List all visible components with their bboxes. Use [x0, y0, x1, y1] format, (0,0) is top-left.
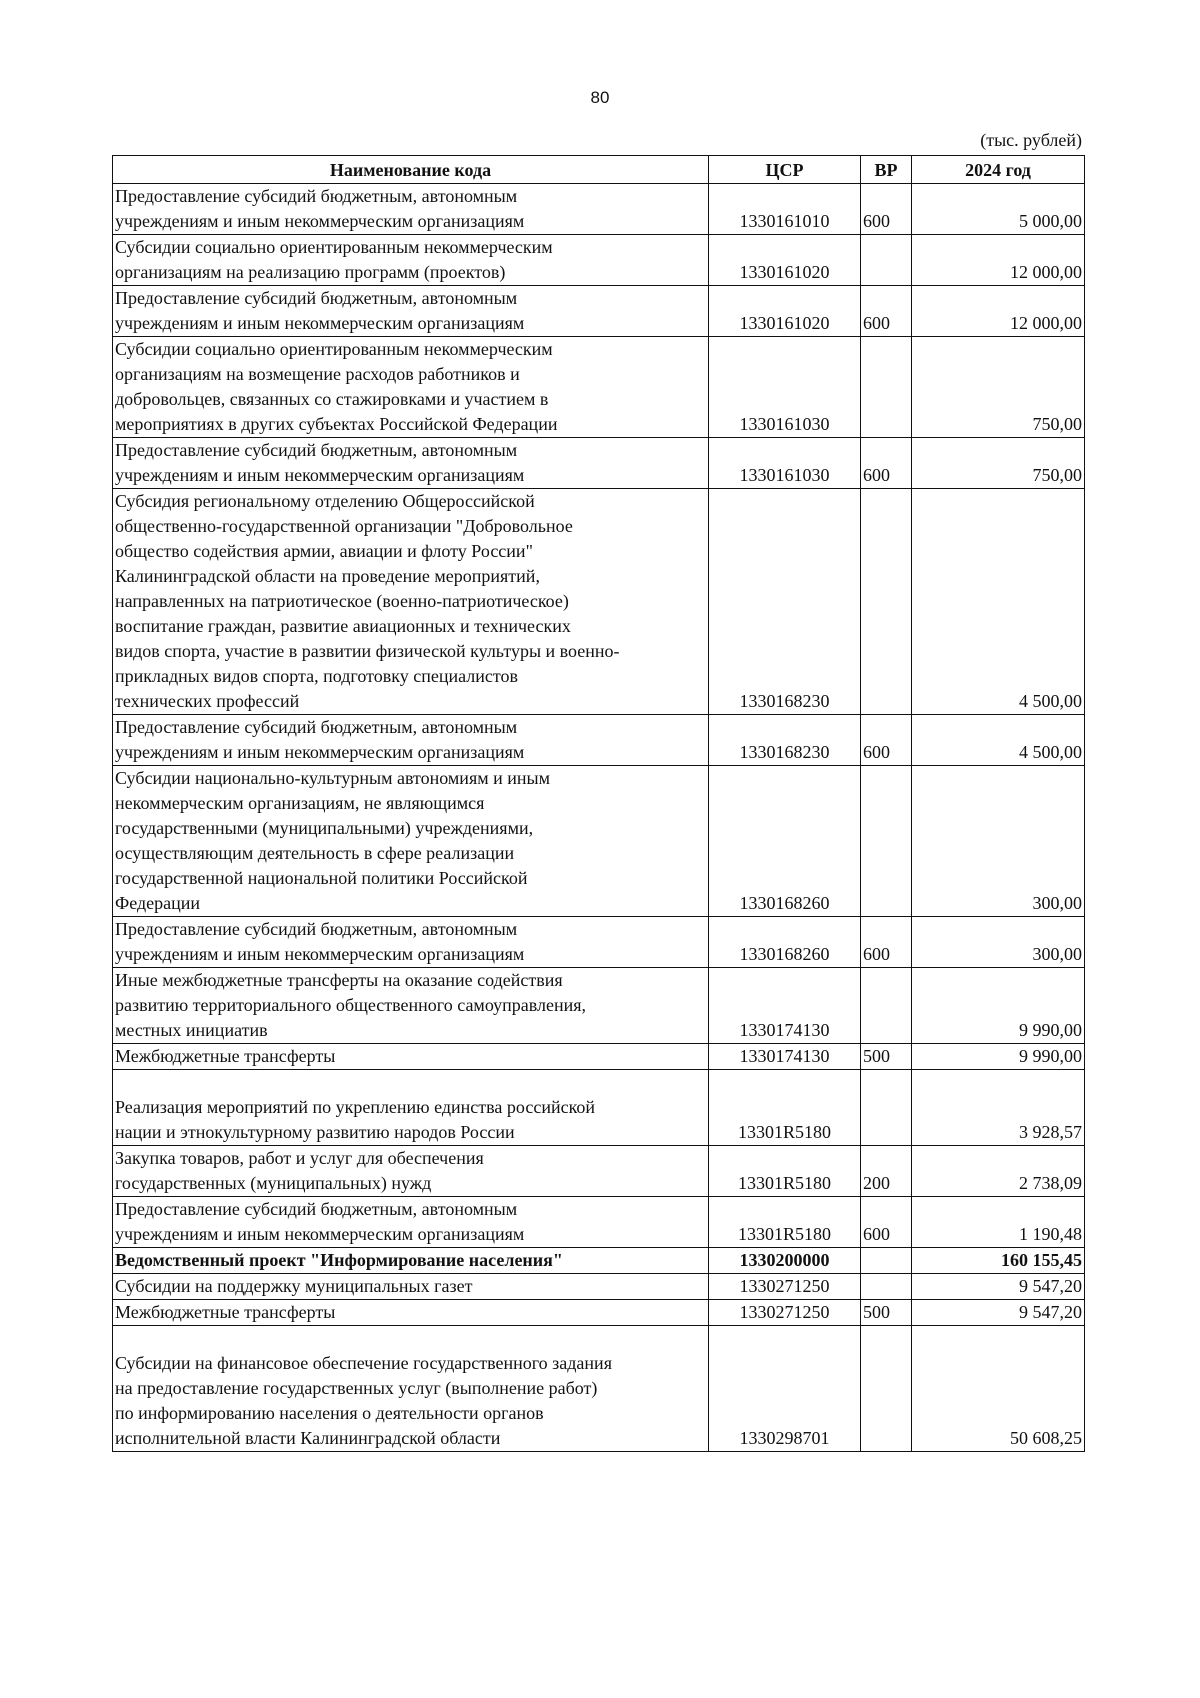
row-csr: 13301R5180 [709, 1070, 861, 1146]
row-sum: 4 500,00 [912, 489, 1085, 715]
row-vr [861, 1274, 912, 1300]
row-sum: 50 608,25 [912, 1326, 1085, 1452]
row-sum: 750,00 [912, 438, 1085, 489]
table-row [113, 235, 1085, 286]
table-row [113, 1248, 1085, 1274]
header-name: Наименование кода [113, 156, 709, 184]
row-name: Субсидии социально ориентированным некоммерческим организациям на возмещение расходов работников и добровольцев, связанных со стажировками и участием в мероприятиях в других субъектах Российской Федерации [113, 337, 709, 438]
table-row [113, 184, 1085, 235]
header-vr: ВР [861, 156, 912, 184]
row-name: Субсидии социально ориентированным некоммерческим организациям на реализацию программ (проектов) [113, 235, 709, 286]
row-csr: 1330161010 [709, 184, 861, 235]
row-vr [861, 1248, 912, 1274]
table-row [113, 1197, 1085, 1248]
row-name: Межбюджетные трансферты [113, 1300, 709, 1326]
row-csr: 1330168230 [709, 489, 861, 715]
row-sum: 300,00 [912, 917, 1085, 968]
table-row [113, 766, 1085, 917]
row-sum: 750,00 [912, 337, 1085, 438]
table-row [113, 917, 1085, 968]
header-year: 2024 год [912, 156, 1085, 184]
row-name: Субсидии национально-культурным автономиям и иным некоммерческим организациям, не являющимся государственными (муниципальными) учреждениями, осуществляющим деятельность в сфере реализации государственной национальной политики Российской Федерации [113, 766, 709, 917]
table-row [113, 1044, 1085, 1070]
row-vr: 600 [861, 438, 912, 489]
row-sum: 9 547,20 [912, 1274, 1085, 1300]
row-vr [861, 1070, 912, 1146]
row-vr [861, 489, 912, 715]
row-name: Закупка товаров, работ и услуг для обеспечения государственных (муниципальных) нужд [113, 1146, 709, 1197]
row-name: Субсидия региональному отделению Общероссийской общественно-государственной организации "Добровольное общество содействия армии, авиации и флоту России" Калининградской области на проведение мероприятий, направленных на патриотическое (военно-патриотическое) воспитание граждан, развитие авиационных и технических видов спорта, участие в развитии физической культуры и военно- прикладных видов спорта, подготовку специалистов технических профессий [113, 489, 709, 715]
page-number: 80 [590, 88, 610, 107]
row-name: Субсидии на финансовое обеспечение государственного задания на предоставление государственных услуг (выполнение работ) по информированию населения о деятельности органов исполнительной власти Калининградской области [113, 1326, 709, 1452]
row-name: Предоставление субсидий бюджетным, автономным учреждениям и иным некоммерческим организациям [113, 286, 709, 337]
row-vr [861, 1326, 912, 1452]
row-name: Межбюджетные трансферты [113, 1044, 709, 1070]
row-vr [861, 337, 912, 438]
row-csr: 1330161020 [709, 286, 861, 337]
units-label: (тыс. рублей) [980, 130, 1082, 150]
row-csr: 1330161020 [709, 235, 861, 286]
row-vr: 600 [861, 184, 912, 235]
row-name: Предоставление субсидий бюджетным, автономным учреждениям и иным некоммерческим организациям [113, 917, 709, 968]
row-csr: 1330298701 [709, 1326, 861, 1452]
row-vr: 200 [861, 1146, 912, 1197]
table-row [113, 1070, 1085, 1146]
row-sum: 3 928,57 [912, 1070, 1085, 1146]
row-sum: 5 000,00 [912, 184, 1085, 235]
row-vr: 600 [861, 1197, 912, 1248]
table-row [113, 438, 1085, 489]
row-vr: 500 [861, 1044, 912, 1070]
row-csr: 1330271250 [709, 1274, 861, 1300]
table-row [113, 286, 1085, 337]
table-row [113, 1274, 1085, 1300]
row-sum: 9 547,20 [912, 1300, 1085, 1326]
row-vr [861, 235, 912, 286]
row-csr: 1330174130 [709, 968, 861, 1044]
budget-table [112, 155, 1085, 1452]
table-row [113, 489, 1085, 715]
table-row [113, 1326, 1085, 1452]
row-vr: 600 [861, 286, 912, 337]
row-name: Иные межбюджетные трансферты на оказание содействия развитию территориального общественного самоуправления, местных инициатив [113, 968, 709, 1044]
table-row [113, 1300, 1085, 1326]
row-vr [861, 766, 912, 917]
table-row [113, 968, 1085, 1044]
row-vr [861, 968, 912, 1044]
row-csr: 1330168230 [709, 715, 861, 766]
row-sum: 4 500,00 [912, 715, 1085, 766]
row-name: Субсидии на поддержку муниципальных газет [113, 1274, 709, 1300]
table-header-row [113, 156, 1085, 184]
row-name: Ведомственный проект "Информирование населения" [113, 1248, 709, 1274]
row-vr: 600 [861, 715, 912, 766]
row-csr: 13301R5180 [709, 1197, 861, 1248]
row-csr: 1330168260 [709, 917, 861, 968]
row-name: Предоставление субсидий бюджетным, автономным учреждениям и иным некоммерческим организациям [113, 1197, 709, 1248]
row-csr: 1330271250 [709, 1300, 861, 1326]
row-csr: 13301R5180 [709, 1146, 861, 1197]
row-sum: 1 190,48 [912, 1197, 1085, 1248]
row-sum: 160 155,45 [912, 1248, 1085, 1274]
row-sum: 9 990,00 [912, 1044, 1085, 1070]
row-csr: 1330161030 [709, 337, 861, 438]
table-row [113, 1146, 1085, 1197]
row-sum: 2 738,09 [912, 1146, 1085, 1197]
table-row [113, 715, 1085, 766]
row-csr: 1330168260 [709, 766, 861, 917]
row-csr: 1330161030 [709, 438, 861, 489]
row-vr: 500 [861, 1300, 912, 1326]
row-sum: 12 000,00 [912, 235, 1085, 286]
row-vr: 600 [861, 917, 912, 968]
row-csr: 1330200000 [709, 1248, 861, 1274]
row-sum: 12 000,00 [912, 286, 1085, 337]
row-name: Предоставление субсидий бюджетным, автономным учреждениям и иным некоммерческим организациям [113, 184, 709, 235]
row-sum: 9 990,00 [912, 968, 1085, 1044]
row-sum: 300,00 [912, 766, 1085, 917]
row-name: Предоставление субсидий бюджетным, автономным учреждениям и иным некоммерческим организациям [113, 438, 709, 489]
table-row [113, 337, 1085, 438]
row-name: Предоставление субсидий бюджетным, автономным учреждениям и иным некоммерческим организациям [113, 715, 709, 766]
row-csr: 1330174130 [709, 1044, 861, 1070]
header-csr: ЦСР [709, 156, 861, 184]
row-name: Реализация мероприятий по укреплению единства российской нации и этнокультурному развитию народов России [113, 1070, 709, 1146]
